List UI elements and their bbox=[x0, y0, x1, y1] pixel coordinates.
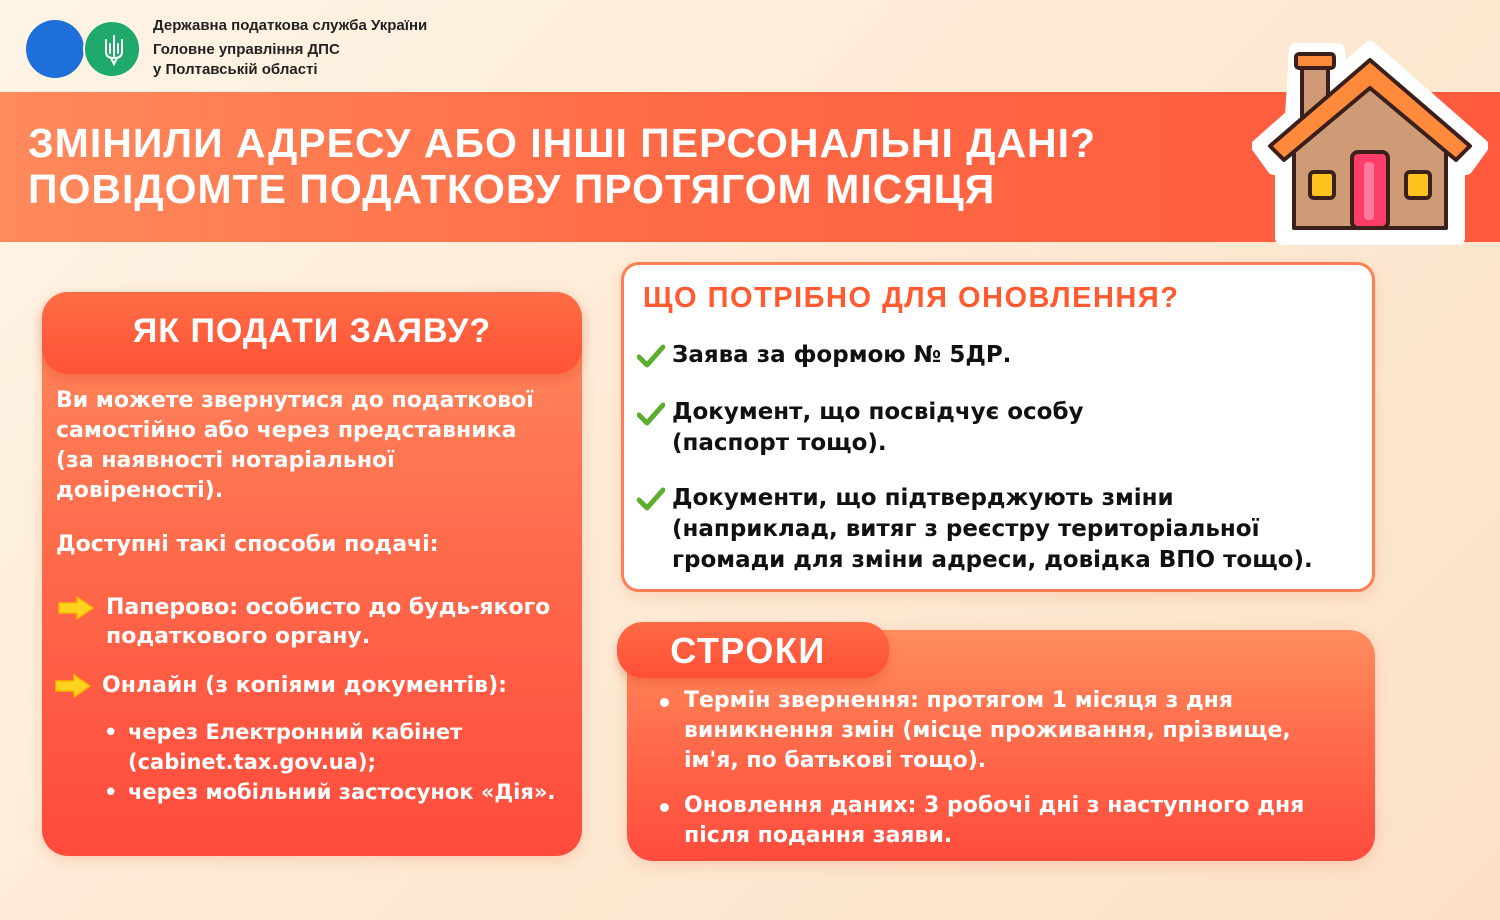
apply-intro-line: Ви можете звернутися до податкової bbox=[56, 388, 534, 413]
bullet-dot bbox=[660, 698, 669, 707]
requirement-item-proof bbox=[672, 483, 1362, 576]
option-paper-line: податкового органу. bbox=[106, 624, 371, 649]
requirement-line: (паспорт тощо). bbox=[672, 430, 887, 456]
deadline-item-update bbox=[684, 791, 1364, 851]
requirement-item-form: Заява за формою № 5ДР. bbox=[672, 342, 1012, 368]
apply-intro-line: самостійно або через представника bbox=[56, 418, 517, 443]
requirements-title: ЩО ПОТРІБНО ДЛЯ ОНОВЛЕННЯ? bbox=[643, 282, 1180, 314]
requirement-line: Документ, що посвідчує особу bbox=[672, 399, 1084, 425]
how-to-apply-title: ЯК ПОДАТИ ЗАЯВУ? bbox=[132, 312, 492, 350]
deadline-line: ім'я, по батькові тощо). bbox=[684, 748, 987, 773]
online-sub-text: через Електронний кабінет bbox=[128, 720, 463, 744]
trident-icon bbox=[101, 34, 127, 66]
blue-circle-logo bbox=[26, 20, 84, 78]
deadline-line: після подання заяви. bbox=[684, 823, 953, 848]
requirement-line: громади для зміни адреси, довідка ВПО тощо). bbox=[672, 547, 1313, 573]
org-name bbox=[153, 16, 427, 80]
option-paper-line: Паперово: особисто до будь-якого bbox=[106, 595, 551, 620]
bullet-dot bbox=[660, 803, 669, 812]
apply-intro-line: довіреності). bbox=[56, 478, 224, 503]
checkmark-icon bbox=[637, 402, 665, 426]
deadlines-title: СТРОКИ bbox=[670, 630, 826, 671]
checkmark-icon bbox=[637, 344, 665, 368]
requirement-item-id bbox=[672, 397, 1362, 459]
online-sub-item-diia: • через мобільний застосунок «Дія». bbox=[104, 780, 556, 804]
banner-title-line-1: ЗМІНИЛИ АДРЕСУ АБО ІНШІ ПЕРСОНАЛЬНІ ДАНІ? bbox=[28, 120, 1097, 166]
requirement-line: (наприклад, витяг з реєстру територіальної bbox=[672, 516, 1260, 542]
arrow-right-icon bbox=[54, 674, 92, 698]
deadlines-header bbox=[617, 622, 889, 678]
how-to-apply-header bbox=[42, 292, 582, 374]
checkmark-icon bbox=[637, 487, 665, 511]
online-sub-text: через мобільний застосунок «Дія». bbox=[128, 780, 556, 804]
apply-intro-line: (за наявності нотаріальної bbox=[56, 448, 395, 473]
house-icon bbox=[1252, 28, 1488, 250]
online-sub-item-cabinet: • через Електронний кабінет (cabinet.tax.gov.ua); bbox=[104, 720, 463, 774]
trident-logo bbox=[83, 20, 141, 78]
apply-intro bbox=[56, 386, 576, 506]
deadline-line: Оновлення даних: 3 робочі дні з наступного дня bbox=[684, 793, 1305, 818]
option-paper bbox=[106, 593, 580, 651]
org-line-1: Державна податкова служба України bbox=[153, 17, 428, 34]
deadline-line: виникнення змін (місце проживання, прізвище, bbox=[684, 718, 1291, 743]
methods-label: Доступні такі способи подачі: bbox=[56, 532, 439, 557]
online-sub-text: (cabinet.tax.gov.ua); bbox=[128, 750, 376, 774]
option-online: Онлайн (з копіями документів): bbox=[102, 673, 507, 698]
logo-group bbox=[26, 20, 144, 78]
banner-title bbox=[28, 120, 1268, 212]
banner-title-line-2: ПОВІДОМТЕ ПОДАТКОВУ ПРОТЯГОМ МІСЯЦЯ bbox=[28, 166, 996, 212]
requirement-line: Документи, що підтверджують зміни bbox=[672, 485, 1174, 511]
org-line-3: у Полтавській області bbox=[153, 61, 318, 78]
arrow-right-icon bbox=[57, 596, 95, 620]
org-line-2: Головне управління ДПС bbox=[153, 41, 340, 58]
deadline-item-term bbox=[684, 686, 1364, 776]
deadline-line: Термін звернення: протягом 1 місяця з дня bbox=[684, 688, 1234, 713]
